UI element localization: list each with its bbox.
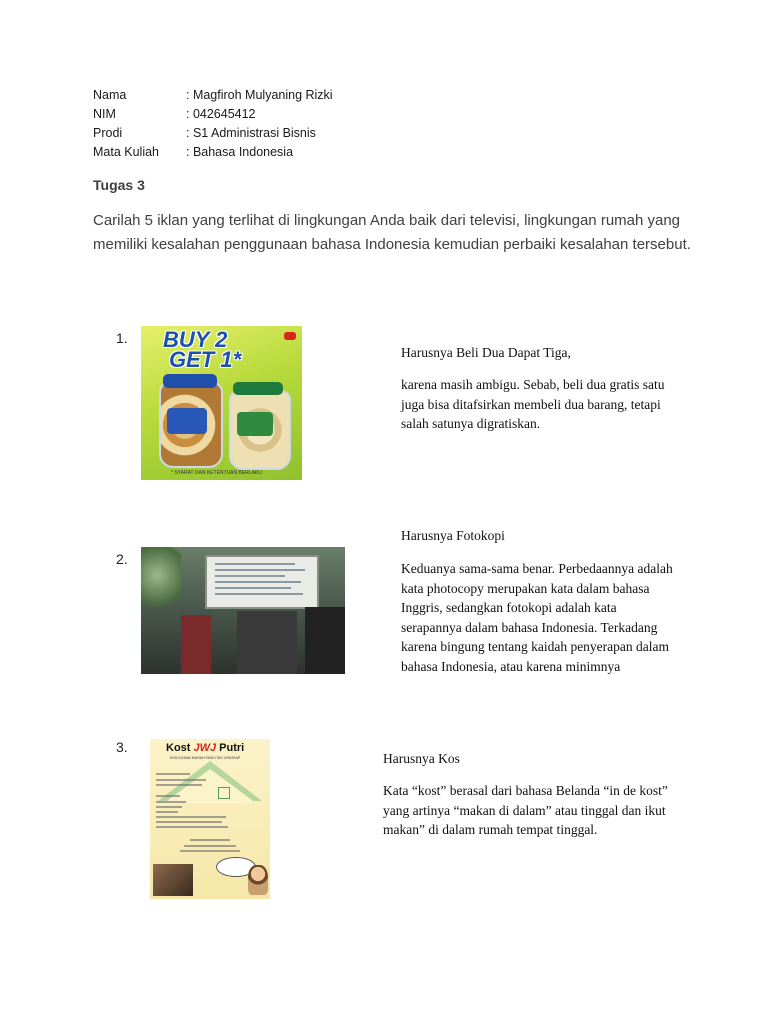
shop-interior (237, 611, 297, 674)
info-value: : Magfiroh Mulyaning Rizki (186, 88, 333, 102)
cartoon-character-icon (248, 865, 268, 895)
jar-lid (233, 382, 283, 395)
room-photo (153, 864, 193, 896)
shop-interior (181, 615, 211, 674)
jar-label (237, 412, 273, 436)
item-correction: Harusnya Kos (383, 751, 460, 766)
kost-title: Kost JWJ Putri (166, 742, 245, 754)
jar-label (167, 408, 207, 434)
window-icon (218, 787, 230, 799)
info-row-nim (93, 105, 493, 124)
info-label: NIM (93, 107, 116, 121)
task-instruction: Carilah 5 iklan yang terlihat di lingkungan Anda baik dari televisi, lingkungan rumah yang memiliki kesalahan penggunaan bahasa Indonesia kemudian perbaiki kesalahan tersebut. (93, 212, 691, 253)
info-value: : Bahasa Indonesia (186, 145, 294, 159)
info-label: Nama (93, 88, 127, 102)
task-title: Tugas 3 (93, 177, 145, 193)
info-label: Prodi (93, 126, 123, 140)
info-row-mata-kuliah (93, 143, 493, 162)
ad-image-buy2get1 (141, 326, 302, 480)
item-explanation: Keduanya sama-sama benar. Perbedaannya adalah kata photocopy merupakan kata dalam bahasa Inggris, sedangkan fotokopi adalah kata serapannya dalam bahasa Indonesia. Terkadang karena bingung tentang kaidah penyerapan dalam bahasa Indonesia, atau karena minimnya (401, 561, 673, 674)
ad-image-kost-jwj-putri (150, 739, 270, 899)
plant-foliage (141, 547, 181, 617)
promo-footnote: * SYARAT DAN KETENTUAN BERLAKU (171, 470, 262, 476)
item-number: 3. (116, 739, 128, 755)
shop-interior (305, 607, 345, 674)
brand-logo-icon (284, 332, 296, 340)
item-number: 1. (116, 330, 128, 346)
student-info (93, 86, 493, 166)
item-explanation: Kata “kost” berasal dari bahasa Belanda “in de kost” yang artinya “makan di dalam” atau tinggal dan ikut makan” di dalam rumah tempat tinggal. (383, 783, 668, 837)
item-correction: Harusnya Fotokopi (401, 528, 505, 543)
item-correction: Harusnya Beli Dua Dapat Tiga, (401, 345, 571, 360)
jar-lid (163, 374, 217, 388)
promo-text: BUY 2 GET 1* (163, 327, 242, 372)
item-explanation: karena masih ambigu. Sebab, beli dua gratis satu juga bisa ditafsirkan membeli dua barang, tetapi salah satunya digratiskan. (401, 377, 665, 431)
kost-subtitle: KOS-KOSAN MURAH FASILITAS LENGKAP (170, 756, 241, 760)
info-value: : 042645412 (186, 107, 256, 121)
info-label: Mata Kuliah (93, 145, 160, 159)
item-number: 2. (116, 551, 128, 567)
info-row-nama (93, 86, 493, 105)
ad-image-photocopy-shop (141, 547, 345, 674)
info-row-prodi (93, 124, 493, 143)
info-value: : S1 Administrasi Bisnis (186, 126, 316, 140)
